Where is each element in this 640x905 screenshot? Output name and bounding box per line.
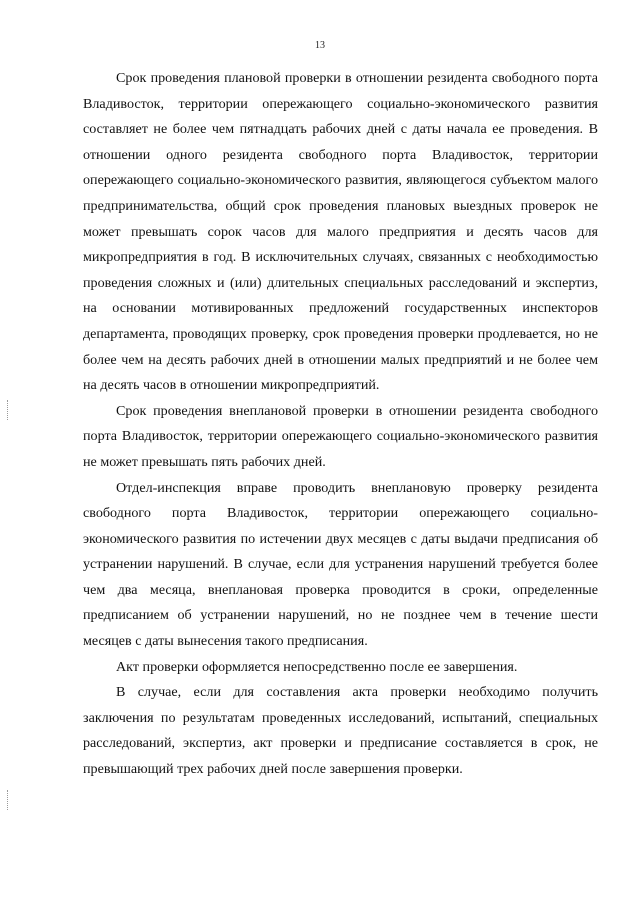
margin-mark bbox=[7, 790, 10, 810]
paragraph-act-deadline: В случае, если для составления акта проверки необходимо получить заключения по результатам проведенных исследований, испытаний, специальных расследований, экспертиз, акт проверки и предписание составляется в срок, не превышающий трех рабочих дней после завершения проверки. bbox=[83, 684, 598, 778]
margin-mark bbox=[7, 400, 10, 420]
document-body bbox=[83, 66, 598, 783]
paragraph-unplanned-inspection-term: Срок проведения внеплановой проверки в отношении резидента свободного порта Владивосток, территории опережающего социально-экономического развития не может превышать пять рабочих дней. bbox=[83, 402, 598, 470]
paragraph-unplanned-inspection-conditions: Отдел-инспекция вправе проводить внеплановую проверку резидента свободного порта Владивосток, территории опережающего социально-экономического развития по истечении двух месяцев с даты выдачи предписания об устранении нарушений. В случае, если для устранения нарушений требуется более чем два месяца, внеплановая проверка проводится в сроки, определенные предписанием об устранении нарушений, но не позднее чем в течение шести месяцев с даты вынесения такого предписания. bbox=[83, 479, 598, 650]
paragraph-planned-inspection-term: Срок проведения плановой проверки в отношении резидента свободного порта Владивосток, территории опережающего социально-экономического развития составляет не более чем пятнадцать рабочих дней с даты начала ее проведения. В отношении одного резидента свободного порта Владивосток, территории опережающего социально-экономического развития, являющегося субъектом малого предпринимательства, общий срок проведения плановых выездных проверок не может превышать сорок часов для малого предприятия и десять часов для микропредприятия в год. В исключительных случаях, связанных с необходимостью проведения сложных и (или) длительных специальных расследований и экспертиз, на основании мотивированных предложений государственных инспекторов департамента, проводящих проверку, срок проведения проверки продлевается, но не более чем на десять рабочих дней в отношении малых предприятий и не более чем на десять часов в отношении микропредприятий. bbox=[83, 70, 598, 394]
paragraph-inspection-act: Акт проверки оформляется непосредственно после ее завершения. bbox=[116, 658, 518, 675]
page-number: 13 bbox=[315, 40, 325, 51]
